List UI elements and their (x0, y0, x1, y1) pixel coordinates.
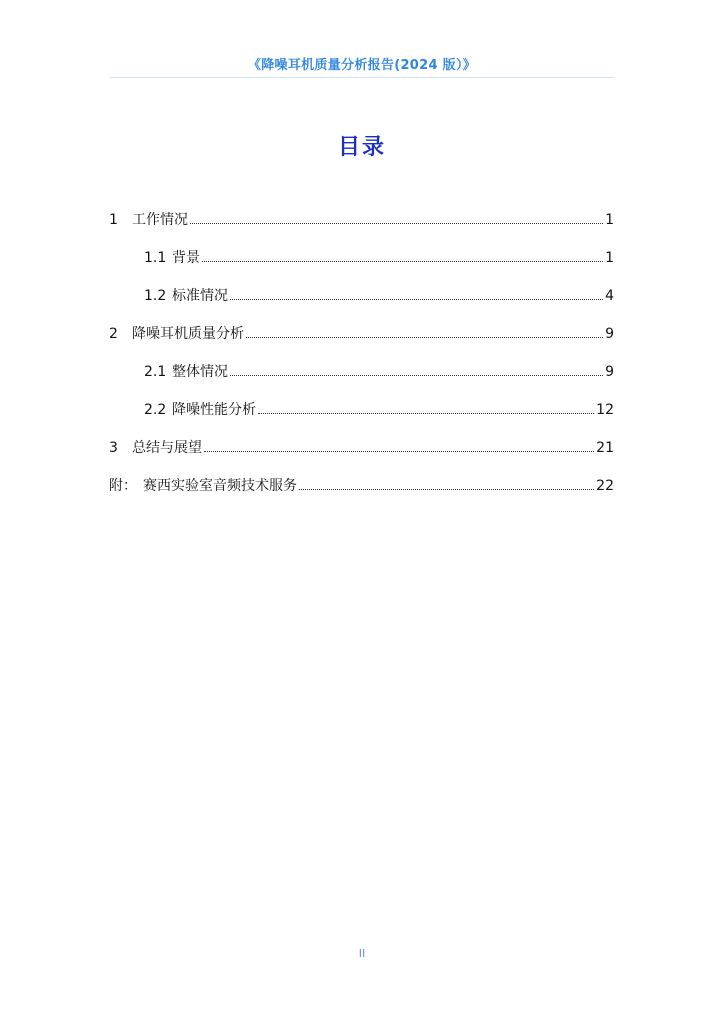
toc-entry-number: 1.1 (144, 250, 167, 266)
toc-entry-page: 22 (596, 478, 614, 494)
toc-entry-page: 12 (596, 402, 614, 418)
toc-entry-text: 降噪耳机质量分析 (132, 326, 244, 342)
toc-entry-3[interactable] (109, 435, 614, 473)
table-of-contents (109, 207, 614, 511)
toc-entry-2-1[interactable] (109, 359, 614, 397)
toc-title: 目录 (337, 135, 386, 160)
toc-entry-1-1[interactable] (109, 245, 614, 283)
toc-entry-text: 总结与展望 (132, 440, 202, 456)
toc-entry-page: 4 (605, 288, 614, 304)
toc-entry-text: 降噪性能分析 (172, 402, 256, 418)
toc-entry-page: 1 (605, 250, 614, 266)
toc-entry-number: 3 (109, 440, 118, 456)
toc-leader-dots (246, 337, 603, 338)
toc-entry-text: 赛西实验室音频技术服务 (143, 478, 297, 494)
toc-leader-dots (204, 451, 594, 452)
header-divider (110, 77, 614, 78)
toc-entry-2[interactable] (109, 321, 614, 359)
toc-entry-text: 标准情况 (172, 288, 228, 304)
toc-entry-appendix[interactable] (109, 473, 614, 511)
toc-entry-number: 1.2 (144, 288, 167, 304)
toc-entry-number: 2 (109, 326, 118, 342)
toc-entry-1[interactable] (109, 207, 614, 245)
toc-leader-dots (230, 299, 603, 300)
toc-leader-dots (299, 489, 594, 490)
toc-entry-page: 9 (605, 364, 614, 380)
toc-entry-number: 附： (109, 478, 137, 494)
running-header: 《降噪耳机质量分析报告(2024 版）》 (247, 58, 477, 73)
toc-entry-1-2[interactable] (109, 283, 614, 321)
toc-entry-page: 21 (596, 440, 614, 456)
page-number: II (358, 947, 366, 960)
toc-entry-text: 工作情况 (132, 212, 188, 228)
toc-leader-dots (190, 223, 603, 224)
toc-leader-dots (202, 261, 603, 262)
toc-entry-page: 1 (605, 212, 614, 228)
toc-leader-dots (230, 375, 603, 376)
toc-entry-page: 9 (605, 326, 614, 342)
toc-entry-text: 背景 (172, 250, 200, 266)
toc-entry-number: 2.1 (144, 364, 167, 380)
toc-leader-dots (258, 413, 594, 414)
toc-entry-number: 2.2 (144, 402, 167, 418)
toc-entry-2-2[interactable] (109, 397, 614, 435)
toc-entry-text: 整体情况 (172, 364, 228, 380)
toc-entry-number: 1 (109, 212, 118, 228)
